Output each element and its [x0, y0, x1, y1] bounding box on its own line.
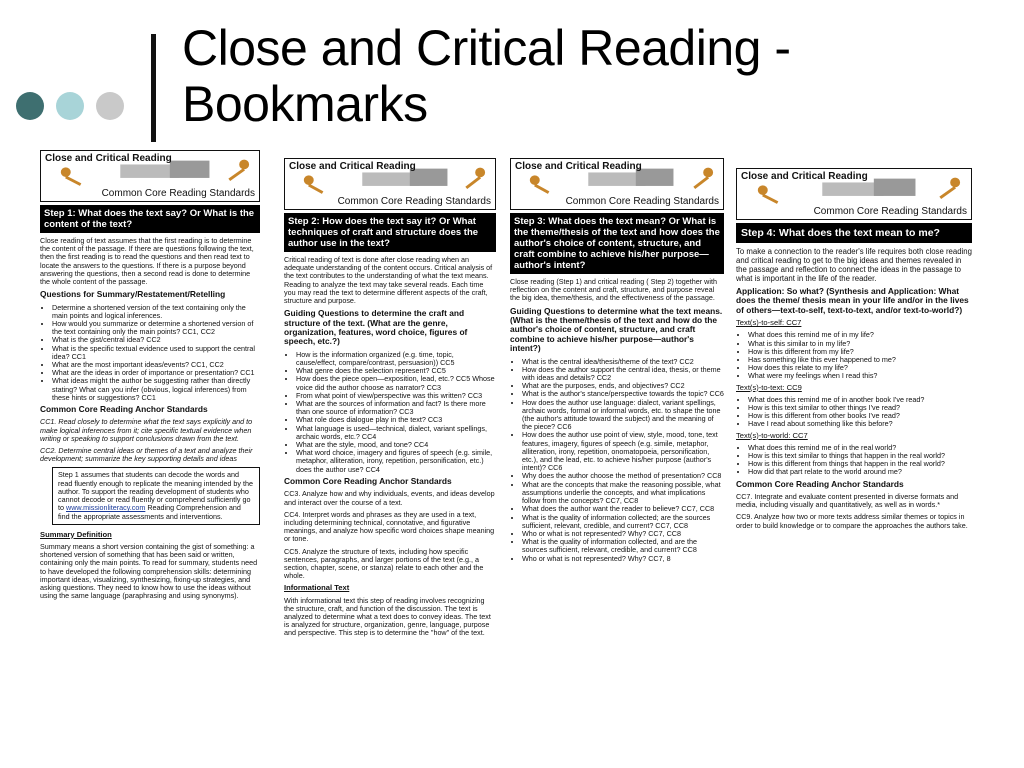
list-item: • What ideas might the author be suggesting rather than directly stating? What can you infer (obvious, logical inferences) from these hints or suggestions? CC1 — [52, 377, 260, 402]
list-item: • What is the quality of information collected, and are the sources sufficient, relevant, credible, and current? CC8 — [522, 538, 724, 554]
list-item: • Why does the author choose the method of presentation? CC8 — [522, 472, 724, 480]
list-item: • What are the sources of information and fact? Is there more than one source of information? CC3 — [296, 400, 496, 416]
list-item: • Have I read about something like this before? — [748, 420, 972, 428]
list-item: • How does the piece open—exposition, lead, etc.? CC5 Whose voice did the author choose as narrator? CC3 — [296, 375, 496, 391]
title-divider — [151, 34, 156, 142]
list-item: • What is the gist/central idea? CC2 — [52, 336, 260, 344]
list-item: • How does the author use point of view, style, mood, tone, text features, imagery, figures of speech (e.g. simile, metaphor, alliteration, irony, repetition, onomatopoeia, personification, etc.), and the lead, etc. to achieve his/her purpose (author's intent)? CC6 — [522, 431, 724, 472]
list-item: • Determine a shortened version of the text containing only the main points and logical inferences. — [52, 304, 260, 320]
bookmark-step3 — [510, 158, 724, 768]
anchor-standard: CC7. Integrate and evaluate content presented in diverse formats and media, including visually and quantitatively, as well as in words.* — [736, 492, 959, 510]
list-item: • How does this relate to my life? — [748, 364, 972, 372]
bookmark-banner — [510, 158, 724, 210]
summary-heading: Summary Definition — [40, 529, 112, 539]
list-item: • How is this different from other books I've read? — [748, 412, 972, 420]
list-item: • What are the ideas in order of importance or presentation? CC1 — [52, 369, 260, 377]
banner-subtitle: Common Core Reading Standards — [565, 196, 719, 207]
intro-text: To make a connection to the reader's life requires both close reading and critical reading to get to the big ideas and themes revealed in the passage and reflection to connect the ideas in the passage to what is important in the life of the reader. — [736, 247, 972, 283]
anchor-standard: CC1. Read closely to determine what the text says explicitly and to make logical inferences from it; cite specific textual evidence when writing or speaking to support conclusions drawn from the text. — [40, 417, 253, 443]
list-item: • How is the information organized (e.g. time, topic, cause/effect, compare/contrast, persuasion)) CC5 — [296, 351, 496, 367]
banner-subtitle: Common Core Reading Standards — [813, 206, 967, 217]
dot-grey — [96, 92, 124, 120]
list-item: • What genre does the selection represent? CC5 — [296, 367, 496, 375]
list-item: • How is this different from my life? — [748, 348, 972, 356]
banner-title: Close and Critical Reading — [741, 171, 868, 182]
anchor-standard: CC3. Analyze how and why individuals, events, and ideas develop and interact over the course of a text. — [284, 489, 495, 507]
list-item: • What are the style, mood, and tone? CC4 — [296, 441, 496, 449]
banner-title: Close and Critical Reading — [515, 161, 642, 172]
list-item: • What is this similar to in my life? — [748, 340, 972, 348]
list-item: • How is this text similar to other things I've read? — [748, 404, 972, 412]
self-heading: Text(s)-to-self: CC7 — [736, 318, 802, 328]
anchor-standard: CC4. Interpret words and phrases as they are used in a text, including determining technical, connotative, and figurative meanings, and analyze how specific word choices shape meaning or tone. — [284, 509, 495, 544]
list-item: • How did that part relate to the world around me? — [748, 468, 972, 476]
guiding-heading: Guiding Questions to determine the craft and structure of the text. (What are the genre, organization, features, word choice, figures of speech, etc.?) — [284, 308, 468, 347]
list-item: • What is the central idea/thesis/theme of the text? CC2 — [522, 358, 724, 366]
banner-title: Close and Critical Reading — [45, 153, 172, 164]
step-heading: Step 3: What does the text mean? Or What is the theme/thesis of the text and how does the author's choice of content, structure, and craft combine to achieve his/her purpose—author's intent? — [510, 213, 724, 274]
bookmark-step2 — [284, 158, 496, 768]
banner-title: Close and Critical Reading — [289, 161, 416, 172]
box-text-2: Reading Comprehension and find the appropriate assessments and interventions. — [58, 503, 241, 521]
list-item: • What does this remind me of in the real world? — [748, 444, 972, 452]
questions-list — [510, 358, 724, 563]
list-item: • What were my feelings when I read this? — [748, 372, 972, 380]
anchor-standard: CC2. Determine central ideas or themes of a text and analyze their development; summarize the key supporting details and ideas — [40, 446, 253, 464]
step1-note-box — [52, 467, 260, 524]
guiding-heading: Guiding Questions to determine what the text means. (What is the theme/thesis of the text and how do the author's choice of content, structure, and craft combine to achieve his/her purpose—author's intent?) — [510, 305, 723, 354]
bookmark-banner — [284, 158, 496, 210]
intro-text: Critical reading of text is done after close reading when an adequate understanding of the content occurs. Critical analysis of the text contributes to the understanding of what the text means. Reading to analyze the text may take several reads. Each time you may read the text to determine different aspects of the craft, structure and purpose. — [284, 255, 493, 306]
list-item: • How would you summarize or determine a shortened version of the text containing only the main points? CC1, CC2 — [52, 320, 260, 336]
list-item: • What does this remind me of in my life? — [748, 331, 972, 339]
summary-text: Summary means a short version containing the gist of something: a shortened version of something that has been said or written, containing only the main points. To read for summary, students need to have developed the following comprehension skills: determining important ideas, visualizing, synthesizing, fixing-up strategies, and asking questions. They need to know how to use the ideas without using the same language (paraphrasing and using synonyms). — [40, 541, 258, 601]
list-item: • What word choice, imagery and figures of speech (e.g. simile, metaphor, alliteration, irony, repetition, personification, etc.) does the author use? CC4 — [296, 449, 496, 474]
step-heading: Step 4: What does the text mean to me? — [736, 223, 972, 243]
dot-dark — [16, 92, 44, 120]
banner-subtitle: Common Core Reading Standards — [337, 196, 491, 207]
world-heading: Text(s)-to-world: CC7 — [736, 430, 808, 440]
list-item: • What are the most important ideas/events? CC1, CC2 — [52, 361, 260, 369]
step-heading: Step 1: What does the text say? Or What is the content of the text? — [40, 205, 260, 233]
text-heading: Text(s)-to-text: CC9 — [736, 382, 802, 392]
step-heading: Step 2: How does the text say it? Or What techniques of craft and structure does the author use in the text? — [284, 213, 496, 252]
list-item: • What does this remind me of in another book I've read? — [748, 396, 972, 404]
list-item: • What are the concepts that make the reasoning possible, what assumptions underlie the concepts, and what implications follow from the concepts? CC7, CC8 — [522, 481, 724, 506]
banner-subtitle: Common Core Reading Standards — [101, 188, 255, 199]
bookmark-step4 — [736, 168, 972, 768]
questions-list — [284, 351, 496, 474]
list-item: • How does the author support the central idea, thesis, or theme with ideas and details? CC2 — [522, 366, 724, 382]
questions-heading: Questions for Summary/Restatement/Retelling — [40, 289, 226, 300]
list-item: • Has something like this ever happened to me? — [748, 356, 972, 364]
world-list — [736, 444, 972, 477]
text-list — [736, 396, 972, 429]
list-item: • Who or what is not represented? Why? CC7, CC8 — [522, 530, 724, 538]
list-item: • What is the quality of information collected; are the sources sufficient, relevant, credible, and current? CC7, CC8 — [522, 514, 724, 530]
list-item: • Who or what is not represented? Why? CC7, 8 — [522, 555, 724, 563]
list-item: • How does the author use language: dialect, variant spellings, archaic words, formal or informal words, etc. to shape the tone (the author's attitude toward the subject) and the meaning of the piece? CC6 — [522, 399, 724, 432]
self-list — [736, 331, 972, 380]
dot-light — [56, 92, 84, 120]
slide-title: Close and Critical Reading - Bookmarks — [182, 20, 791, 132]
info-text: With informational text this step of reading involves recognizing the structure, craft, and function of the discussion. The text is analyzed to determine what a text does to convey ideas. The text is analyzed for structure, organization, genre, language, purpose and perspective. This step is to determine the "how" of the text. — [284, 595, 491, 638]
bookmark-banner — [40, 150, 260, 202]
mission-literacy-link[interactable]: www.missionliteracy.com — [66, 503, 146, 513]
list-item: • How is this text similar to things that happen in the real world? — [748, 452, 972, 460]
box-text: Step 1 assumes that students can decode the words and read fluently enough to replicate the meaning intended by the author. To support the reading development of students who cannot decode or read fluently or comprehend sufficiently go to — [58, 470, 253, 513]
anchor-heading: Common Core Reading Anchor Standards — [736, 478, 904, 489]
list-item: • How is this different from things that happen in the real world? — [748, 460, 972, 468]
list-item: • From what point of view/perspective was this written? CC3 — [296, 392, 496, 400]
anchor-standard: CC9. Analyze how two or more texts address similar themes or topics in order to build knowledge or to compare the approaches the authors take. — [736, 512, 968, 530]
info-heading: Informational Text — [284, 583, 350, 593]
intro-text: Close reading of text assumes that the first reading is to determine the content of the passage. If there are questions following the text, then the first reading is to read the questions and then read text to locate the answers to the questions. If there is a purpose beyond answering the questions, then a second read is done to determine the whole content of the passage. — [40, 236, 254, 287]
bookmark-step1 — [40, 150, 260, 764]
list-item: • What is the specific textual evidence used to support the central idea? CC1 — [52, 345, 260, 361]
list-item: • What language is used—technical, dialect, variant spellings, archaic words, etc.? CC4 — [296, 425, 496, 441]
list-item: • What is the author's stance/perspective towards the topic? CC6 — [522, 390, 724, 398]
list-item: • What are the purposes, ends, and objectives? CC2 — [522, 382, 724, 390]
intro-text: Close reading (Step 1) and critical reading ( Step 2) together with reflection on the content and craft, structure, and purpose reveal the big idea, theme/thesis, and the effectiveness of the passage. — [510, 277, 717, 303]
list-item: • What does the author want the reader to believe? CC7, CC8 — [522, 505, 724, 513]
bookmark-banner — [736, 168, 972, 220]
anchor-heading: Common Core Reading Anchor Standards — [40, 404, 208, 415]
questions-list — [40, 304, 260, 402]
application-heading: Application: So what? (Synthesis and Application: What does the theme/ thesis mean in your life and/or in the lives of others—text-to-self, text-to-text, and/or text-to-world?) — [736, 286, 969, 315]
anchor-heading: Common Core Reading Anchor Standards — [284, 475, 452, 486]
anchor-standard: CC5. Analyze the structure of texts, including how specific sentences, paragraphs, and larger portions of the text (e.g., a section, chapter, scene, or stanza) relate to each other and the whole. — [284, 546, 484, 581]
list-item: • What role does dialogue play in the text? CC3 — [296, 416, 496, 424]
